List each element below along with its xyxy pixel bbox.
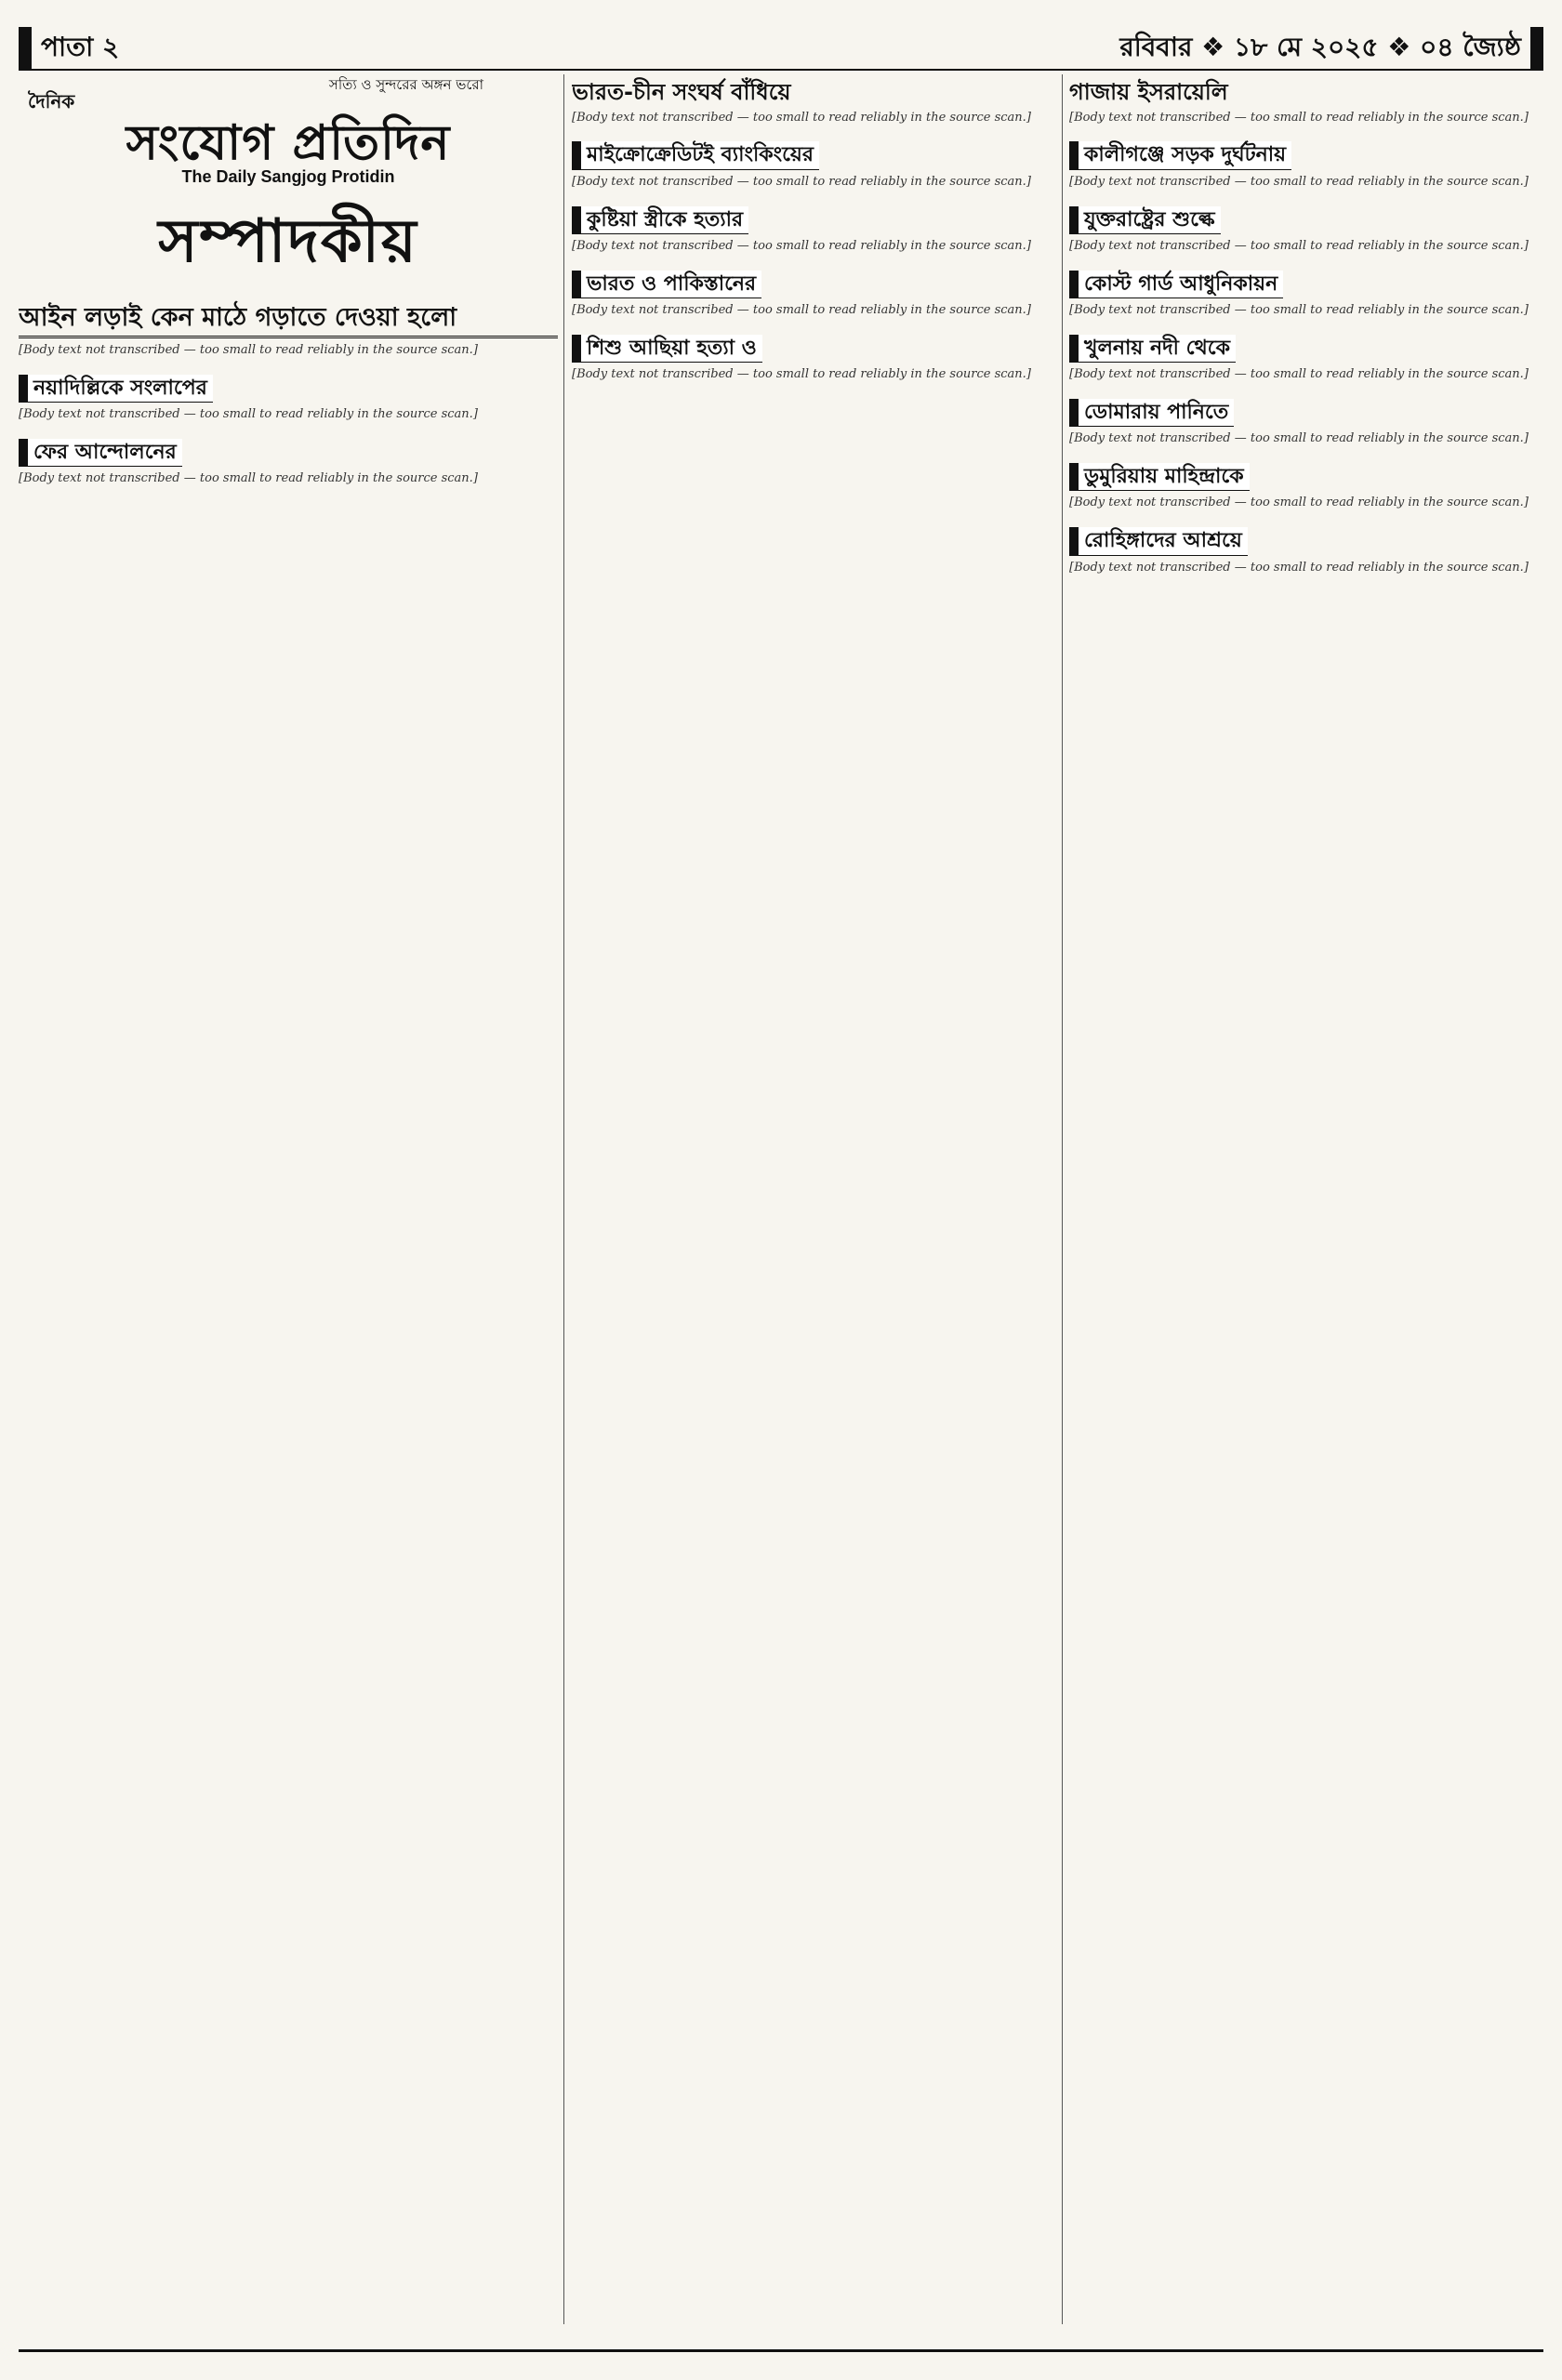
article-headline: ভারত-চীন সংঘর্ষ বাঁধিয়ে bbox=[572, 79, 791, 105]
column-2 bbox=[572, 74, 1055, 2324]
article bbox=[1069, 80, 1543, 126]
article-body: [Body text not transcribed — too small to read reliably in the source scan.] bbox=[572, 303, 1031, 318]
article-headline: শিশু আছিয়া হত্যা ও bbox=[572, 335, 762, 363]
column-1 bbox=[19, 74, 558, 2324]
article bbox=[572, 136, 1055, 191]
article-body: [Body text not transcribed — too small to read reliably in the source scan.] bbox=[572, 238, 1031, 253]
article bbox=[1069, 329, 1543, 384]
article-body: [Body text not transcribed — too small to read reliably in the source scan.] bbox=[1069, 560, 1529, 575]
article bbox=[19, 433, 558, 488]
footer-rule bbox=[19, 2349, 1543, 2352]
article-headline: ডোমারায় পানিতে bbox=[1069, 399, 1234, 427]
article-headline: রোহিঙ্গাদের আশ্রয়ে bbox=[1069, 527, 1248, 555]
masthead bbox=[19, 74, 558, 187]
editorial-label: সম্পাদকীয় bbox=[158, 206, 418, 276]
article-body: [Body text not transcribed — too small to read reliably in the source scan.] bbox=[19, 471, 478, 486]
article-body: [Body text not transcribed — too small to read reliably in the source scan.] bbox=[1069, 238, 1529, 253]
article-body: [Body text not transcribed — too small to read reliably in the source scan.] bbox=[572, 110, 1031, 125]
article-body: [Body text not transcribed — too small to read reliably in the source scan.] bbox=[1069, 431, 1529, 446]
article bbox=[572, 201, 1055, 256]
article-headline: আইন লড়াই কেন মাঠে গড়াতে দেওয়া হলো bbox=[19, 303, 558, 338]
article-headline: গাজায় ইসরায়েলি bbox=[1069, 79, 1228, 105]
masthead-daily: দৈনিক bbox=[28, 90, 75, 112]
column-divider bbox=[563, 74, 564, 2324]
article-body: [Body text not transcribed — too small to read reliably in the source scan.] bbox=[1069, 303, 1529, 318]
article-headline: ভারত ও পাকিস্তানের bbox=[572, 271, 761, 298]
article-body: [Body text not transcribed — too small to read reliably in the source scan.] bbox=[1069, 496, 1529, 510]
article-headline: ডুমুরিয়ায় মাহিন্দ্রাকে bbox=[1069, 463, 1250, 491]
article bbox=[19, 369, 558, 424]
article bbox=[1069, 265, 1543, 320]
article bbox=[1069, 136, 1543, 191]
article-body: [Body text not transcribed — too small to read reliably in the source scan.] bbox=[572, 367, 1031, 382]
article bbox=[572, 265, 1055, 320]
article bbox=[1069, 393, 1543, 448]
article-headline: মাইক্রোক্রেডিটই ব্যাংকিংয়ের bbox=[572, 141, 819, 169]
article-body: [Body text not transcribed — too small to read reliably in the source scan.] bbox=[19, 407, 478, 422]
article-headline: কোস্ট গার্ড আধুনিকায়ন bbox=[1069, 271, 1283, 298]
masthead-tagline: সত্যি ও সুন্দরের অঙ্গন ভরো bbox=[328, 76, 483, 93]
page-number: পাতা ২ bbox=[19, 27, 119, 71]
column-3 bbox=[1069, 74, 1543, 2324]
article-headline: খুলনায় নদী থেকে bbox=[1069, 335, 1236, 363]
article-headline: যুক্তরাষ্ট্রের শুল্কে bbox=[1069, 206, 1221, 234]
masthead-name-bn: সংযোগ প্রতিদিন bbox=[126, 114, 451, 171]
column-divider bbox=[1062, 74, 1063, 2324]
article bbox=[572, 329, 1055, 384]
article bbox=[1069, 457, 1543, 512]
article-body: [Body text not transcribed — too small to read reliably in the source scan.] bbox=[1069, 174, 1529, 189]
dateline: রবিবার ❖ ১৮ মে ২০২৫ ❖ ০৪ জ্যৈষ্ঠ bbox=[1119, 27, 1543, 71]
article-body: [Body text not transcribed — too small to read reliably in the source scan.] bbox=[572, 174, 1031, 189]
article bbox=[572, 80, 1055, 126]
masthead-name-en: The Daily Sangjog Protidin bbox=[181, 167, 395, 186]
page-header bbox=[19, 28, 1543, 71]
article-headline: কুষ্টিয়া স্ত্রীকে হত্যার bbox=[572, 206, 748, 234]
article-headline: নয়াদিল্লিকে সংলাপের bbox=[19, 375, 213, 403]
article bbox=[1069, 522, 1543, 576]
article-headline: কালীগঞ্জে সড়ক দুর্ঘটনায় bbox=[1069, 141, 1291, 169]
article-body: [Body text not transcribed — too small to read reliably in the source scan.] bbox=[19, 343, 478, 358]
article-editorial bbox=[19, 303, 558, 360]
article-body: [Body text not transcribed — too small to read reliably in the source scan.] bbox=[1069, 110, 1529, 125]
article bbox=[1069, 201, 1543, 256]
article-body: [Body text not transcribed — too small to read reliably in the source scan.] bbox=[1069, 367, 1529, 382]
article-headline: ফের আন্দোলনের bbox=[19, 439, 182, 467]
